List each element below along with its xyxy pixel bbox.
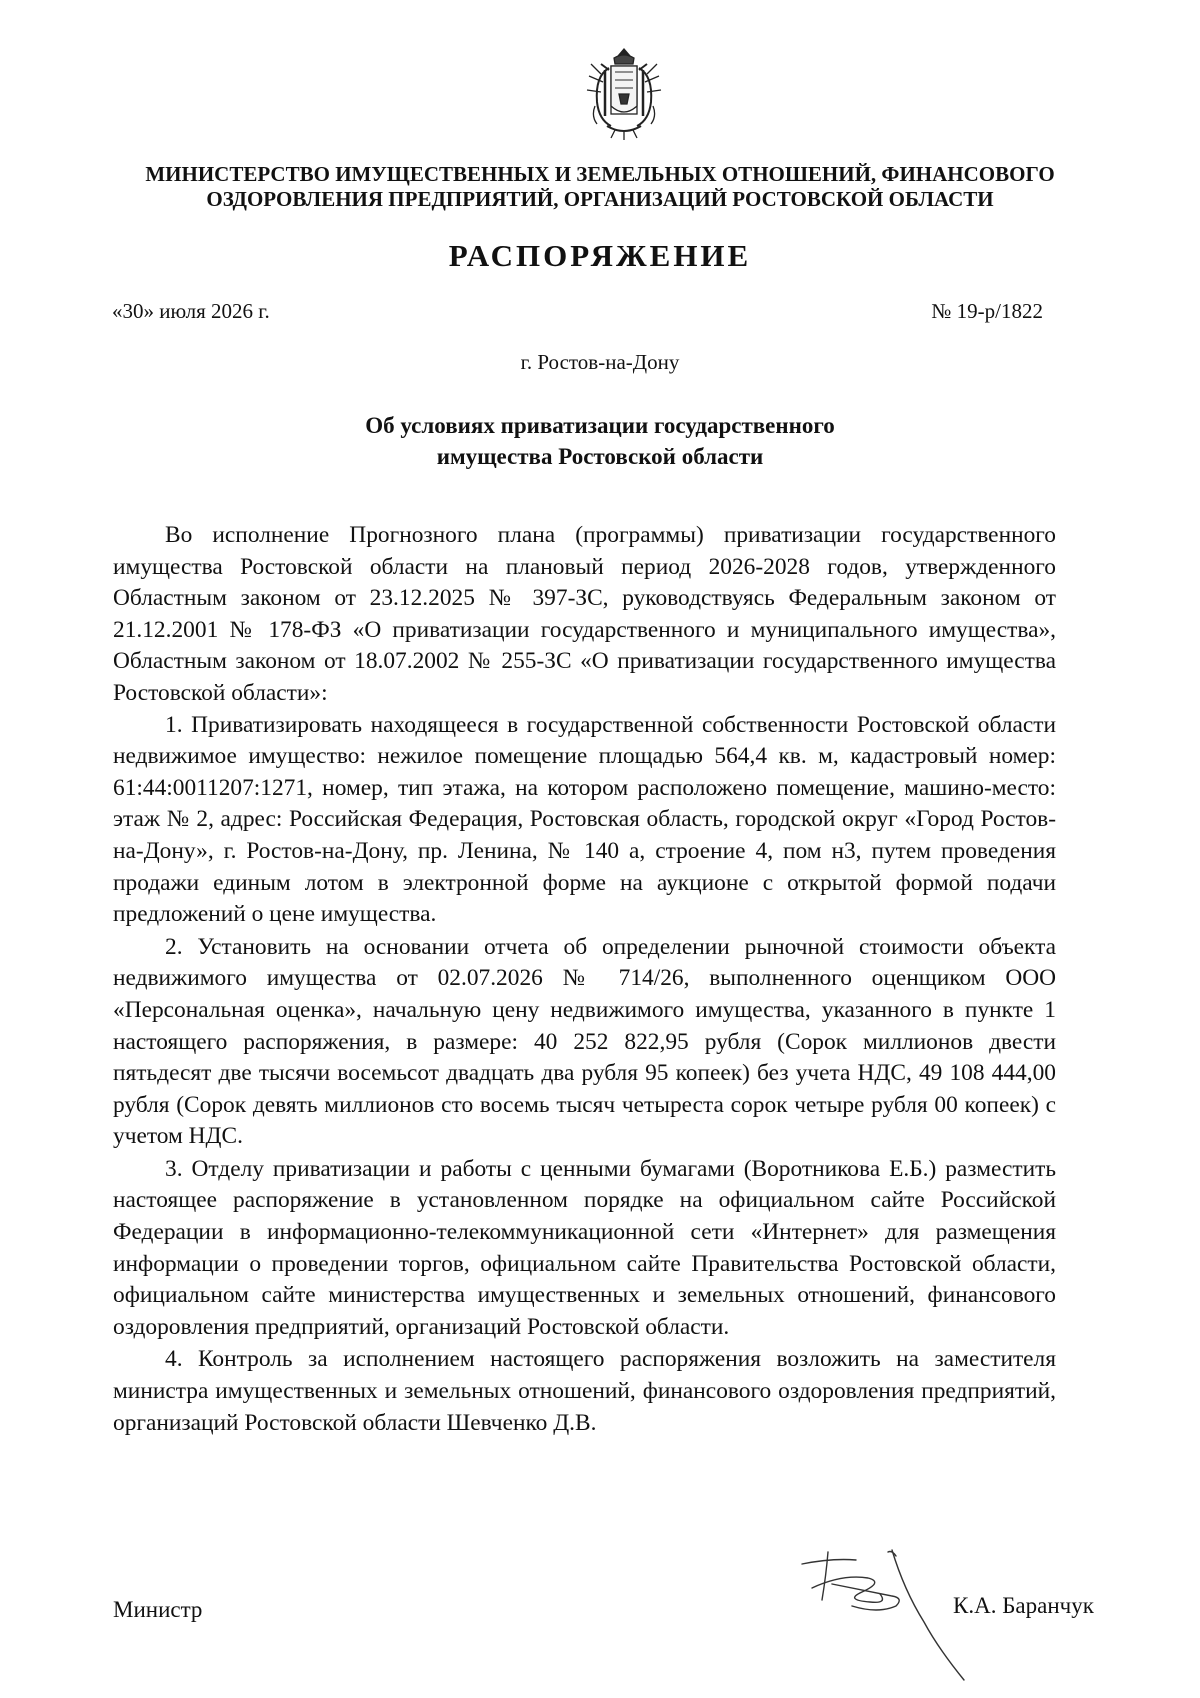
document-number: № 19-р/1822 [931,299,1043,323]
order-item-4: 4. Контроль за исполнением настоящего распоряжения возложить на заместителя министра имущественных и земельных отношений, финансового оздоровления предприятий, организаций Ростовской области Шевченко Д.В. [113,1346,1056,1436]
order-item-3: 3. Отделу приватизации и работы с ценными бумагами (Воротникова Е.Б.) разместить настоящее распоряжение в установленном порядке на официальном сайте Российской Федерации в информационно-телекоммуникационной сети «Интернет» для размещения информации о проведении торгов, официальном сайте Правительства Ростовской области, официальном сайте министерства имущественных и земельных отношений, финансового оздоровления предприятий, организаций Ростовской области. [113,1155,1056,1340]
document-type: РАСПОРЯЖЕНИЕ [448,238,752,273]
document-body [113,520,1056,1439]
document-date: «30» июля 2026 г. [112,299,270,323]
coat-of-arms-icon [581,46,667,142]
preamble-paragraph: Во исполнение Прогнозного плана (программы) приватизации государственного имущества Ростовской области на плановый период 2026-2028 годов, утвержденного Областным законом от 23.12.2025 № 397-ЗС, руководствуясь Федеральным законом от 21.12.2001 № 178-ФЗ «О приватизации государственного и муниципального имущества», Областным законом от 18.07.2002 № 255-ЗС «О приватизации государственного имущества Ростовской области»: [113,522,1056,706]
document-city: г. Ростов-на-Дону [520,350,680,374]
order-item-2: 2. Установить на основании отчета об определении рыночной стоимости объекта недвижимого имущества от 02.07.2026 № 714/26, выполненного оценщиком ООО «Персональная оценка», начальную цену недвижимого имущества, указанного в пункте 1 настоящего распоряжения, в размере: 40 252 822,95 рубля (Сорок миллионов двести пятьдесят две тысячи восемьсот двадцать два рубля 95 копеек) без учета НДС, 49 108 444,00 рубля (Сорок девять миллионов сто восемь тысяч четыреста сорок четыре рубля 00 копеек) с учетом НДС. [113,933,1056,1150]
handwritten-signature [792,1530,977,1690]
organization-name-line2: ОЗДОРОВЛЕНИЯ ПРЕДПРИЯТИЙ, ОРГАНИЗАЦИЙ РОСТОВСКОЙ ОБЛАСТИ [206,187,994,211]
document-title-line2: имущества Ростовской области [436,444,764,469]
organization-name-line1: МИНИСТЕРСТВО ИМУЩЕСТВЕННЫХ И ЗЕМЕЛЬНЫХ ОТНОШЕНИЙ, ФИНАНСОВОГО [145,162,1055,186]
order-item-1: 1. Приватизировать находящееся в государственной собственности Ростовской области недвижимое имущество: нежилое помещение площадью 564,4 кв. м, кадастровый номер: 61:44:0011207:1271, номер, тип этажа, на котором расположено помещение, машино-место: этаж № 2, адрес: Российская Федерация, Ростовская область, городской округ «Город Ростов-на-Дону», г. Ростов-на-Дону, пр. Ленина, № 140 а, строение 4, пом н3, путем проведения продажи единым лотом в электронной форме на аукционе с открытой формой подачи предложений о цене имущества. [113,711,1056,928]
document-title-line1: Об условиях приватизации государственного [365,413,835,438]
document-title [110,410,1090,472]
organization-name [110,162,1090,212]
signatory-name: К.А. Баранчук [953,1593,1094,1618]
signatory-position: Министр [113,1597,203,1622]
